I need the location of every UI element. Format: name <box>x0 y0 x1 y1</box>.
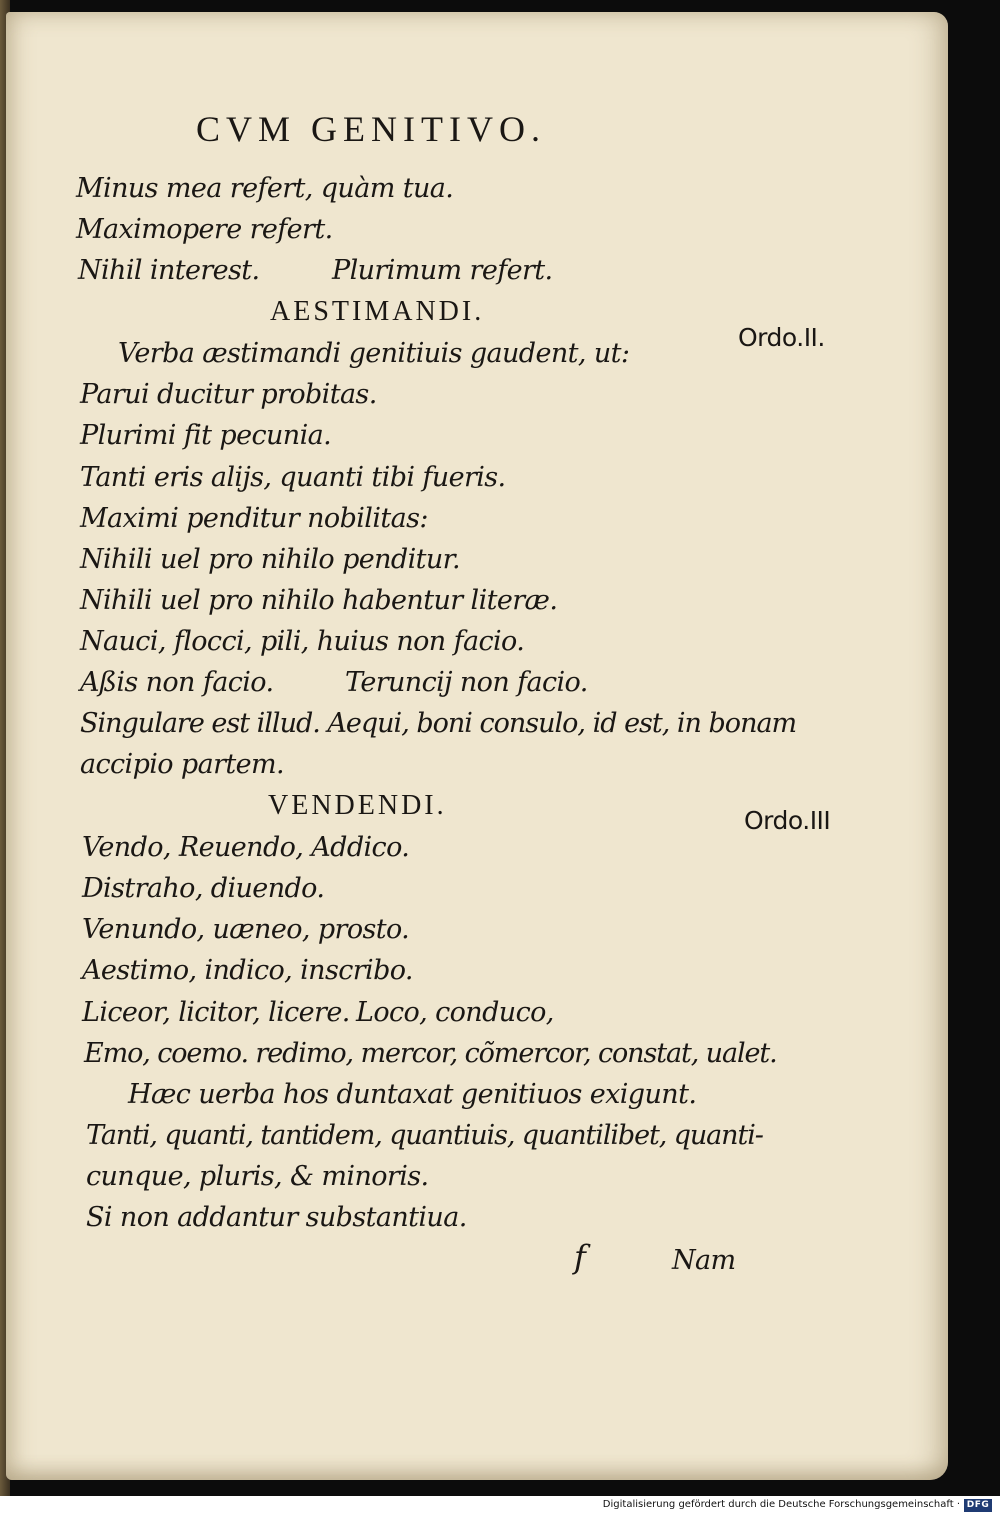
text-line: Nihil interest. <box>78 255 260 286</box>
catchword: Nam <box>672 1245 736 1276</box>
text-line: Hæc uerba hos duntaxat genitiuos exigunt. <box>128 1079 697 1110</box>
text-line: Tanti eris alijs, quanti tibi fueris. <box>80 462 506 493</box>
section-heading-vendendi: VENDENDI. <box>268 790 447 821</box>
text-line: Tanti, quanti, tantidem, quantiuis, quantilibet, quanti- <box>86 1120 763 1151</box>
text-line: Minus mea refert, quàm tua. <box>76 173 454 204</box>
text-line: Aßis non facio. <box>80 667 274 698</box>
section-heading-aestimandi: AESTIMANDI. <box>270 296 485 327</box>
text-line: Aestimo, indico, inscribo. <box>82 955 413 986</box>
text-line: Distraho, diuendo. <box>82 873 325 904</box>
text-line: Plurimum refert. <box>332 255 553 286</box>
footer-credit: Digitalisierung gefördert durch die Deutsche Forschungsgemeinschaft · <box>602 1499 960 1510</box>
text-line: Parui ducitur probitas. <box>80 379 377 410</box>
text-line: Nihili uel pro nihilo habentur literæ. <box>80 585 558 616</box>
running-header: CVM GENITIVO. <box>196 109 546 149</box>
text-line: Liceor, licitor, licere. <box>82 997 350 1028</box>
text-line: Si non addantur substantiua. <box>86 1202 467 1233</box>
text-line: Vendo, Reuendo, Addico. <box>82 832 410 863</box>
text-line: Teruncij non facio. <box>345 667 588 698</box>
text-line: Nauci, flocci, pili, huius non facio. <box>80 626 525 657</box>
signature-mark: f <box>574 1238 586 1276</box>
dfg-logo: DFG <box>964 1499 992 1512</box>
text-line: Verba æstimandi genitiuis gaudent, ut: <box>118 338 630 369</box>
text-line: accipio partem. <box>80 749 285 780</box>
text-line: Plurimi fit pecunia. <box>80 420 332 451</box>
text-line: Emo, coemo. redimo, mercor, cõmercor, constat, ualet. <box>84 1038 777 1069</box>
text-line: cunque, pluris, & minoris. <box>86 1161 429 1192</box>
digitization-footer <box>0 1496 1000 1516</box>
margin-note-ordo-iii: Ordo.III <box>744 806 831 835</box>
text-line: Nihili uel pro nihilo penditur. <box>80 544 461 575</box>
text-line: Maximi penditur nobilitas: <box>80 503 428 534</box>
text-line: Singulare est illud. Aequi, boni consulo, id est, in bonam <box>80 708 797 739</box>
text-line: Loco, conduco, <box>356 997 554 1028</box>
text-line: Maximopere refert. <box>76 214 333 245</box>
margin-note-ordo-ii: Ordo.II. <box>738 323 825 352</box>
text-line: Venundo, uæneo, prosto. <box>82 914 410 945</box>
